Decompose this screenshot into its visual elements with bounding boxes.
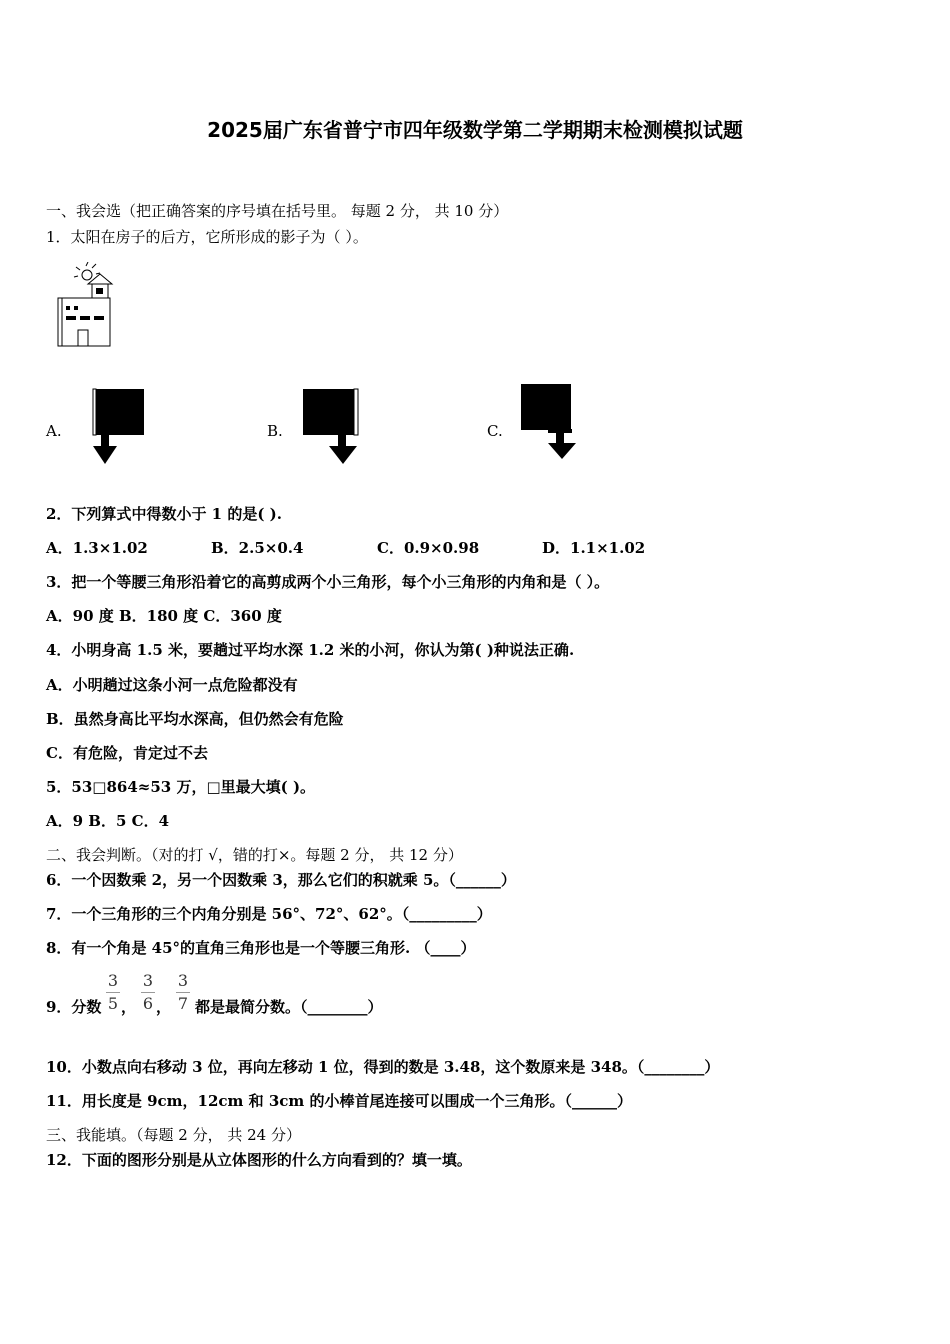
question-3: 3．把一个等腰三角形沿着它的高剪成两个小三角形，每个小三角形的内角和是（ ）。 [46,573,610,591]
q2-option-a: A．1.3×1.02 [46,539,148,557]
fraction-separator: ， [121,998,137,1016]
question-2: 2．下列算式中得数小于 1 的是( ). [46,505,282,523]
q2-option-b: B．2.5×0.4 [211,539,304,557]
fraction-separator: ， [156,998,172,1016]
q1-option-b: B. [267,422,283,440]
fraction-3-6: 3 6 [142,971,154,1013]
q4-option-a: A．小明趟过这条小河一点危险都没有 [46,676,298,694]
section1-header: 一、我会选（把正确答案的序号填在括号里。 每题 2 分， 共 10 分） [46,202,509,220]
shadow-option-c-image [520,383,580,463]
shadow-option-b-image [302,388,360,466]
question-7: 7．一个三角形的三个内角分别是 56°、72°、62°。（_________） [46,905,492,923]
question-5: 5．53□864≈53 万，□里最大填( )。 [46,778,316,796]
q4-option-b: B．虽然身高比平均水深高，但仍然会有危险 [46,710,344,728]
fraction-3-7: 3 7 [177,971,189,1013]
q3-options: A．90 度 B．180 度 C．360 度 [46,607,282,625]
page-title: 2025届广东省普宁市四年级数学第二学期期末检测模拟试题 [207,118,743,142]
fraction-3-5: 3 5 [107,971,119,1013]
question-4: 4．小明身高 1.5 米，要趟过平均水深 1.2 米的小河，你认为第( )种说法正确. [46,641,575,659]
question-9-prefix: 9．分数 [46,998,102,1016]
section2-header: 二、我会判断。（对的打 √，错的打×。每题 2 分， 共 12 分） [46,846,463,864]
q1-option-a: A. [46,422,62,440]
q5-options: A．9 B．5 C．4 [46,812,170,830]
question-6: 6．一个因数乘 2，另一个因数乘 3，那么它们的积就乘 5。（______） [46,871,516,889]
question-10: 10．小数点向右移动 3 位，再向左移动 1 位，得到的数是 3.48，这个数原来是 348。（________） [46,1058,720,1076]
q2-option-c: C．0.9×0.98 [377,539,480,557]
q2-option-d: D．1.1×1.02 [542,539,646,557]
q4-option-c: C．有危险，肯定过不去 [46,744,208,762]
question-12: 12．下面的图形分别是从立体图形的什么方向看到的？填一填。 [46,1151,472,1169]
section3-header: 三、我能填。（每题 2 分， 共 24 分） [46,1126,301,1144]
house-sun-image [54,262,116,348]
question-1: 1．太阳在房子的后方，它所形成的影子为（ ）。 [46,228,368,246]
shadow-option-a-image [92,388,146,466]
question-11: 11．用长度是 9cm，12cm 和 3cm 的小棒首尾连接可以围成一个三角形。（______） [46,1092,633,1110]
question-8: 8．有一个角是 45°的直角三角形也是一个等腰三角形. （____） [46,939,476,957]
q1-option-c: C. [487,422,503,440]
question-9-suffix: 都是最简分数。（________） [195,998,383,1016]
